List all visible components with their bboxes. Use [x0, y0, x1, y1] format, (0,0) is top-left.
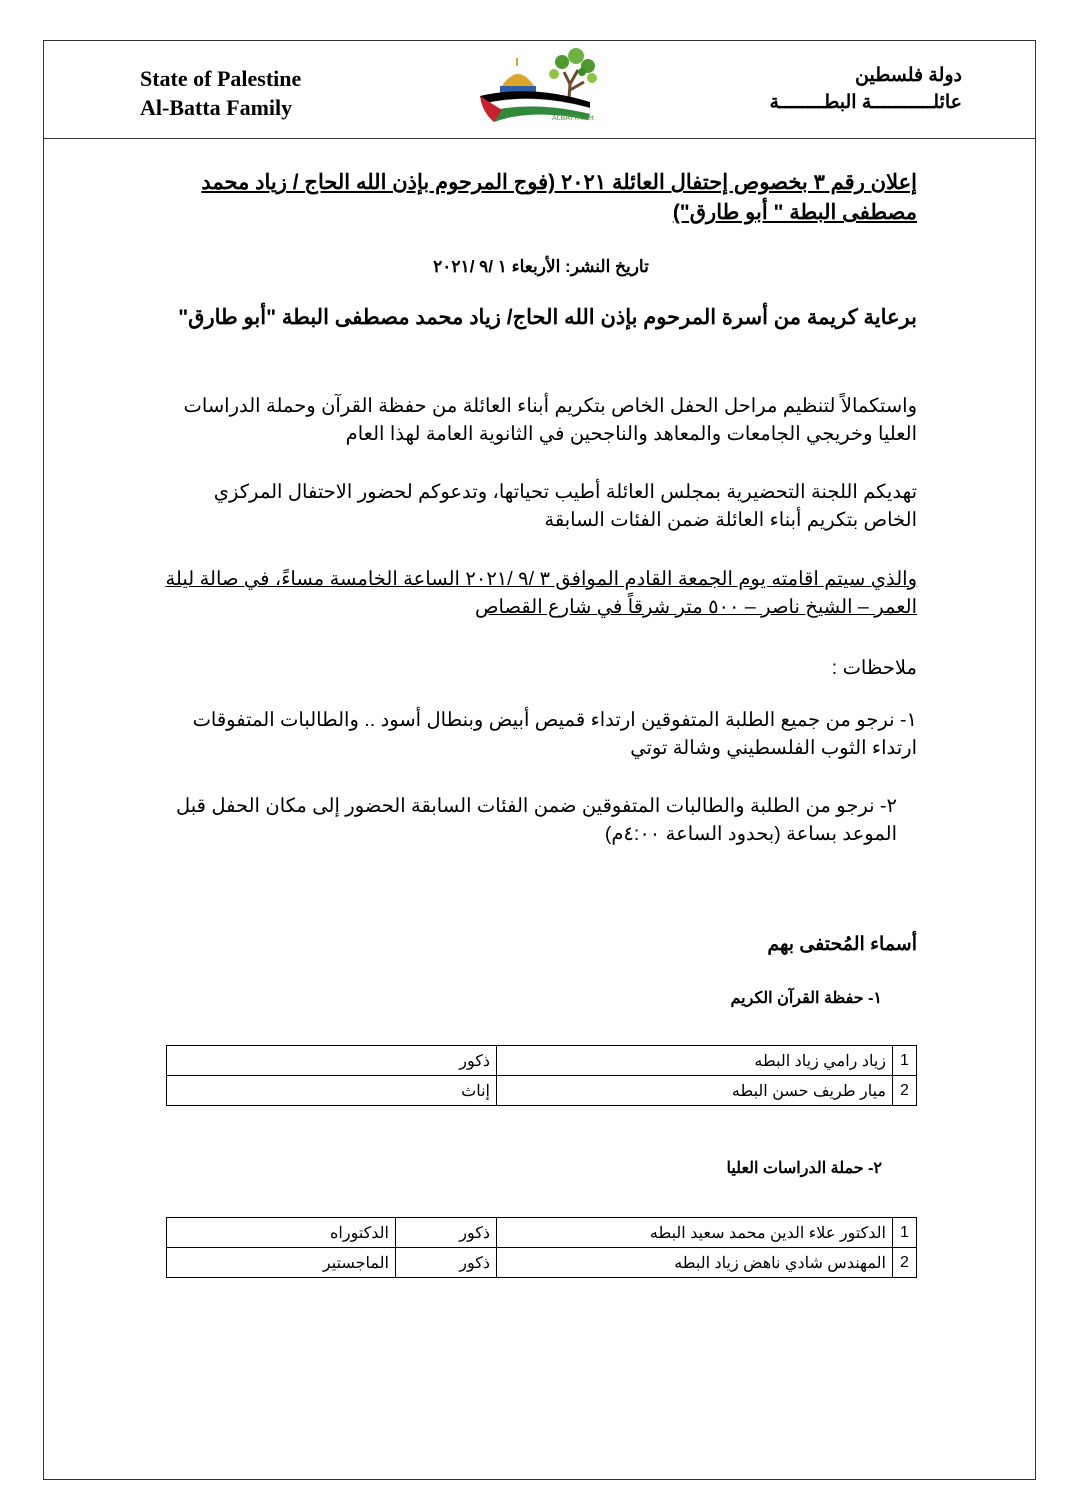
header-divider — [43, 138, 1036, 139]
note-dress-code: ١- نرجو من جميع الطلبة المتفوقين ارتداء قميص أبيض وبنطال أسود .. والطالبات المتفوقات ارتداء الثوب الفلسطيني وشالة توتي — [192, 709, 917, 759]
note-arrival-time: ٢- نرجو من الطلبة والطالبات المتفوقين ضمن الفئات السابقة الحضور إلى مكان الحفل قبل الموعد بساعة (بحدود الساعة ٤:٠٠م) — [175, 795, 897, 845]
english-header-country: State of Palestine — [140, 66, 302, 91]
arabic-header-family: عائلـــــــــــة البطــــــــة — [769, 92, 962, 113]
honoree-gender: ذكور — [167, 1046, 497, 1076]
row-number: 1 — [893, 1218, 917, 1248]
honoree-name: المهندس شادي ناهض زياد البطه — [497, 1248, 893, 1278]
table-row — [167, 1218, 917, 1248]
honoree-name: زياد رامي زياد البطه — [497, 1046, 893, 1076]
table-row — [167, 1076, 917, 1106]
honoree-gender: ذكور — [396, 1248, 497, 1278]
announcement-title: إعلان رقم ٣ بخصوص إحتفال العائلة ٢٠٢١ (فوج المرحوم بإذن الله الحاج / زياد محمد مصطفى البطة " أبو طارق") — [201, 171, 917, 224]
quran-table — [166, 1045, 917, 1106]
logo-text: ALBATTA.net — [552, 115, 594, 122]
intro-paragraph: واستكمالاً لتنظيم مراحل الحفل الخاص بتكريم أبناء العائلة من حفظة القرآن وحملة الدراسات العليا وخريجي الجامعات والمعاهد والناجحين في الثانوية العامة لهذا العام — [183, 395, 917, 445]
english-header — [140, 64, 301, 122]
publish-date: تاريخ النشر: الأربعاء ١ /٩ /٢٠٢١ — [433, 257, 649, 276]
notes-label: ملاحظات : — [831, 657, 917, 679]
honoree-degree: الدكتوراه — [167, 1218, 396, 1248]
honoree-name: ميار طريف حسن البطه — [497, 1076, 893, 1106]
table-row — [167, 1046, 917, 1076]
table-row — [167, 1248, 917, 1278]
honoree-gender: إناث — [167, 1076, 497, 1106]
row-number: 2 — [893, 1248, 917, 1278]
invitation-paragraph: تهديكم اللجنة التحضيرية بمجلس العائلة أطيب تحياتها، وتدعوكم لحضور الاحتفال المركزي الخاص بتكريم أبناء العائلة ضمن الفئات السابقة — [213, 481, 917, 531]
row-number: 1 — [893, 1046, 917, 1076]
honoree-degree: الماجستير — [167, 1248, 396, 1278]
arabic-header — [769, 62, 962, 116]
grad-section-title: ٢- حملة الدراسات العليا — [726, 1160, 882, 1177]
row-number: 2 — [893, 1076, 917, 1106]
honoree-name: الدكتور علاء الدين محمد سعيد البطه — [497, 1218, 893, 1248]
event-details-paragraph: والذي سيتم اقامته يوم الجمعة القادم الموافق ٣ /٩ /٢٠٢١ الساعة الخامسة مساءً، في صالة ليلة العمر – الشيخ ناصر – ٥٠٠ متر شرقاً في شارع القصاص — [165, 568, 917, 618]
english-header-family: Al-Batta Family — [140, 95, 293, 120]
sponsorship-line: برعاية كريمة من أسرة المرحوم بإذن الله الحاج/ زياد محمد مصطفى البطة "أبو طارق" — [178, 306, 917, 329]
honoree-gender: ذكور — [396, 1218, 497, 1248]
honorees-heading: أسماء المُحتفى بهم — [767, 934, 917, 955]
arabic-header-country: دولة فلسطين — [855, 65, 962, 86]
family-logo — [472, 44, 612, 126]
quran-section-title: ١- حفظة القرآن الكريم — [730, 990, 882, 1007]
grad-table — [166, 1217, 917, 1278]
